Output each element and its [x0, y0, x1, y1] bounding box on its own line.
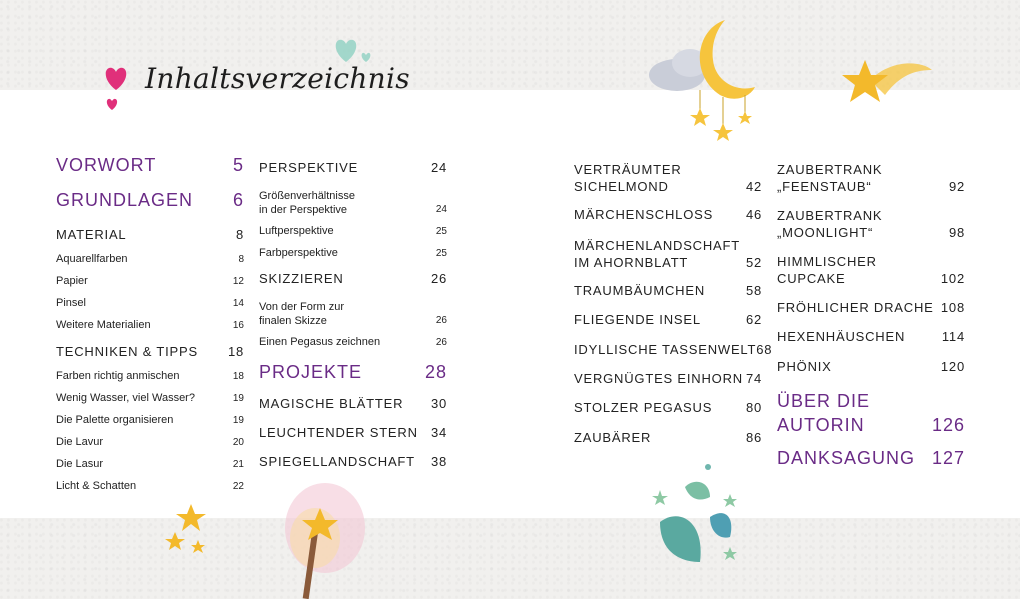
toc-entry: [574, 400, 762, 415]
entry-title: Von der Form zur finalen Skizze: [259, 301, 344, 327]
entry-title: SPIEGELLANDSCHAFT: [259, 454, 415, 469]
entry-page: 42: [745, 179, 762, 194]
entry-page: 20: [232, 437, 244, 448]
entry-title: ZAUBERTRANK „MOONLIGHT“: [777, 208, 883, 240]
toc-entry: [259, 396, 447, 411]
entry-title: VERTRÄUMTER SICHELMOND: [574, 162, 682, 194]
toc-entry: [777, 207, 965, 241]
entry-page: 114: [941, 329, 965, 344]
entry-title: Farben richtig anmischen: [56, 370, 180, 382]
toc-entry: [259, 454, 447, 469]
toc-entry: [574, 342, 773, 357]
entry-page: 98: [948, 225, 965, 240]
entry-title: Luftperspektive: [259, 225, 334, 237]
toc-entry: [259, 160, 447, 175]
entry-page: 12: [232, 276, 244, 287]
entry-page: 5: [232, 155, 244, 175]
entry-page: 26: [435, 315, 447, 326]
entry-page: 120: [940, 359, 965, 374]
toc-entry: [574, 207, 762, 222]
entry-title: HIMMLISCHER CUPCAKE: [777, 254, 877, 286]
entry-title: Wenig Wasser, viel Wasser?: [56, 392, 195, 404]
entry-page: 108: [940, 300, 965, 315]
toc-entry: [777, 300, 965, 315]
entry-page: 6: [232, 190, 244, 210]
moon-cloud-icon: [645, 15, 760, 155]
entry-page: 74: [745, 371, 762, 386]
entry-title: Die Palette organisieren: [56, 414, 174, 426]
entry-title: ZAUBÄRER: [574, 430, 652, 445]
shooting-star-icon: [840, 55, 935, 115]
stars-icon: [163, 502, 213, 562]
toc-entry: [56, 344, 244, 359]
entry-page: 24: [430, 160, 447, 175]
entry-page: 19: [232, 415, 244, 426]
entry-page: 14: [232, 298, 244, 309]
entry-page: 24: [435, 204, 447, 215]
toc-entry: [259, 271, 447, 286]
entry-page: 68: [756, 342, 773, 357]
toc-entry: [56, 253, 244, 265]
entry-title: MÄRCHENLANDSCHAFT IM AHORNBLATT: [574, 238, 741, 270]
entry-title: VORWORT: [56, 155, 157, 175]
entry-title: MAGISCHE BLÄTTER: [259, 396, 404, 411]
toc-entry: [259, 189, 447, 217]
toc-entry: [56, 392, 244, 404]
toc-entry: [56, 227, 244, 242]
entry-page: 26: [435, 337, 447, 348]
entry-page: 28: [424, 362, 447, 382]
entry-page: 46: [745, 207, 762, 222]
entry-title: MATERIAL: [56, 227, 127, 242]
entry-title: VERGNÜGTES EINHORN: [574, 371, 743, 386]
entry-page: 25: [435, 226, 447, 237]
toc-entry: [777, 448, 965, 469]
toc-entry: [574, 312, 762, 327]
entry-page: 8: [238, 254, 244, 265]
entry-title: Licht & Schatten: [56, 480, 137, 492]
toc-entry: [56, 458, 244, 470]
toc-entry: [574, 371, 762, 386]
entry-title: PHÖNIX: [777, 359, 832, 374]
entry-page: 62: [745, 312, 762, 327]
entry-title: Pinsel: [56, 297, 86, 309]
toc-entry: [56, 155, 244, 176]
entry-page: 126: [931, 415, 965, 435]
entry-title: IDYLLISCHE TASSENWELT: [574, 342, 757, 357]
entry-page: 25: [435, 248, 447, 259]
toc-entry: [259, 425, 447, 440]
entry-title: TRAUMBÄUMCHEN: [574, 283, 706, 298]
entry-page: 52: [745, 255, 762, 270]
toc-entry: [259, 336, 447, 348]
toc-entry: [574, 430, 762, 445]
entry-page: 26: [430, 271, 447, 286]
toc-entry: [56, 436, 244, 448]
entry-title: STOLZER PEGASUS: [574, 400, 713, 415]
entry-title: ÜBER DIE AUTORIN: [777, 391, 871, 435]
entry-page: 18: [232, 371, 244, 382]
entry-page: 58: [745, 283, 762, 298]
entry-title: GRUNDLAGEN: [56, 190, 194, 210]
entry-title: TECHNIKEN & TIPPS: [56, 344, 198, 359]
entry-title: PERSPEKTIVE: [259, 160, 359, 175]
entry-title: ZAUBERTRANK „FEENSTAUB“: [777, 162, 883, 194]
toc-entry: [574, 283, 762, 298]
entry-title: Farbperspektive: [259, 247, 338, 259]
toc-entry: [56, 275, 244, 287]
toc-entry: [56, 414, 244, 426]
entry-title: Weitere Materialien: [56, 319, 151, 331]
entry-title: Papier: [56, 275, 88, 287]
entry-page: 92: [948, 179, 965, 194]
entry-title: SKIZZIEREN: [259, 271, 344, 286]
toc-entry: [56, 190, 244, 211]
entry-title: Einen Pegasus zeichnen: [259, 336, 381, 348]
paper-texture-bottom: [0, 518, 1020, 599]
entry-page: 19: [232, 393, 244, 404]
entry-title: PROJEKTE: [259, 362, 363, 382]
entry-page: 8: [235, 227, 244, 242]
toc-entry: [56, 370, 244, 382]
leaves-icon: [650, 462, 750, 577]
entry-page: 80: [745, 400, 762, 415]
entry-title: DANKSAGUNG: [777, 448, 916, 468]
toc-entry: [777, 389, 965, 437]
entry-title: FLIEGENDE INSEL: [574, 312, 701, 327]
entry-page: 18: [227, 344, 244, 359]
toc-entry: [259, 247, 447, 259]
entry-page: 102: [940, 271, 965, 286]
heart-icon: [100, 60, 132, 112]
toc-entry: [777, 329, 965, 344]
toc-entry: [777, 359, 965, 374]
page-title: Inhaltsverzeichnis: [145, 62, 410, 95]
toc-entry: [56, 319, 244, 331]
toc-entry: [56, 480, 244, 492]
toc-entry: [777, 253, 965, 287]
toc-entry: [574, 237, 762, 271]
entry-page: 30: [430, 396, 447, 411]
entry-page: 38: [430, 454, 447, 469]
entry-page: 22: [232, 481, 244, 492]
entry-title: MÄRCHENSCHLOSS: [574, 207, 714, 222]
toc-entry: [259, 300, 447, 328]
entry-title: Die Lavur: [56, 436, 104, 448]
entry-title: Aquarellfarben: [56, 253, 128, 265]
magic-wand-icon: [275, 478, 375, 599]
entry-page: 16: [232, 320, 244, 331]
toc-entry: [574, 161, 762, 195]
entry-page: 127: [931, 448, 965, 468]
toc-entry: [56, 297, 244, 309]
toc-entry: [259, 362, 447, 383]
entry-title: Größenverhältnisse in der Perspektive: [259, 190, 355, 216]
entry-title: FRÖHLICHER DRACHE: [777, 300, 934, 315]
entry-page: 86: [745, 430, 762, 445]
entry-page: 34: [430, 425, 447, 440]
entry-title: Die Lasur: [56, 458, 104, 470]
entry-title: LEUCHTENDER STERN: [259, 425, 418, 440]
entry-title: HEXENHÄUSCHEN: [777, 329, 906, 344]
toc-entry: [259, 225, 447, 237]
entry-page: 21: [232, 459, 244, 470]
toc-entry: [777, 161, 965, 195]
